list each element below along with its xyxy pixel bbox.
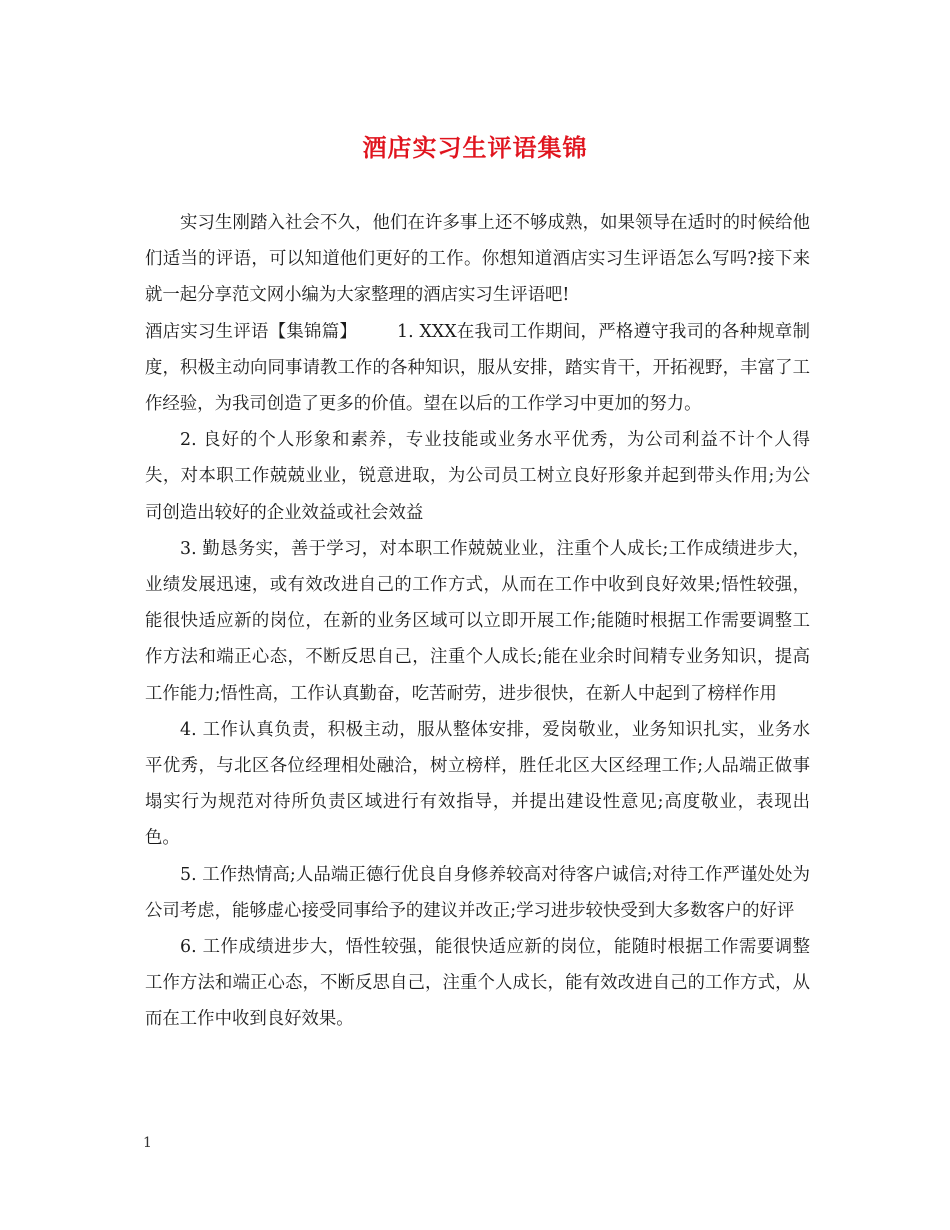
document-title: 酒店实习生评语集锦: [362, 133, 588, 162]
list-item: 4. 工作认真负责，积极主动，服从整体安排，爱岗敬业，业务知识扎实，业务水平优秀，与北区各位经理相处融洽，树立榜样，胜任北区大区经理工作;人品端正做事塌实行为规范对待所负责区域进行有效指导，并提出建设性意见;高度敬业，表现出色。: [145, 719, 810, 849]
list-item: 6. 工作成绩进步大，悟性较强，能很快适应新的岗位，能随时根据工作需要调整工作方法和端正心态，不断反思自己，注重个人成长，能有效改进自己的工作方式，从而在工作中收到良好效果。: [145, 937, 810, 1030]
list-item: 5. 工作热情高;人品端正德行优良自身修养较高对待客户诚信;对待工作严谨处处为公司考虑，能够虚心接受同事给予的建议并改正;学习进步较快受到大多数客户的好评: [145, 864, 810, 921]
page-number: 1: [143, 1135, 152, 1151]
list-item: 3. 勤恳务实，善于学习，对本职工作兢兢业业，注重个人成长;工作成绩进步大，业绩发展迅速，或有效改进自己的工作方式，从而在工作中收到良好效果;悟性较强，能很快适应新的岗位，在新的业务区域可以立即开展工作;能随时根据工作需要调整工作方法和端正心态，不断反思自己，注重个人成长;能在业余时间精专业务知识，提高工作能力;悟性高，工作认真勤奋，吃苦耐劳，进步很快，在新人中起到了榜样作用: [145, 538, 810, 704]
section-label: 酒店实习生评语【集锦篇】: [145, 321, 358, 342]
section-paragraph: [145, 314, 810, 423]
intro-paragraph: 实习生刚踏入社会不久，他们在许多事上还不够成熟，如果领导在适时的时候给他们适当的评语，可以知道他们更好的工作。你想知道酒店实习生评语怎么写吗?接下来就一起分享范文网小编为大家整理的酒店实习生评语吧!: [145, 213, 810, 306]
list-item: 2. 良好的个人形象和素养，专业技能或业务水平优秀，为公司利益不计个人得失，对本职工作兢兢业业，锐意进取，为公司员工树立良好形象并起到带头作用;为公司创造出较好的企业效益或社会效益: [145, 430, 810, 523]
document-body: [145, 205, 810, 1038]
list-item: 1. XXX在我司工作期间，严格遵守我司的各种规章制度，积极主动向同事请教工作的各种知识，服从安排，踏实肯干，开拓视野，丰富了工作经验，为我司创造了更多的价值。望在以后的工作学习中更加的努力。: [145, 321, 810, 415]
